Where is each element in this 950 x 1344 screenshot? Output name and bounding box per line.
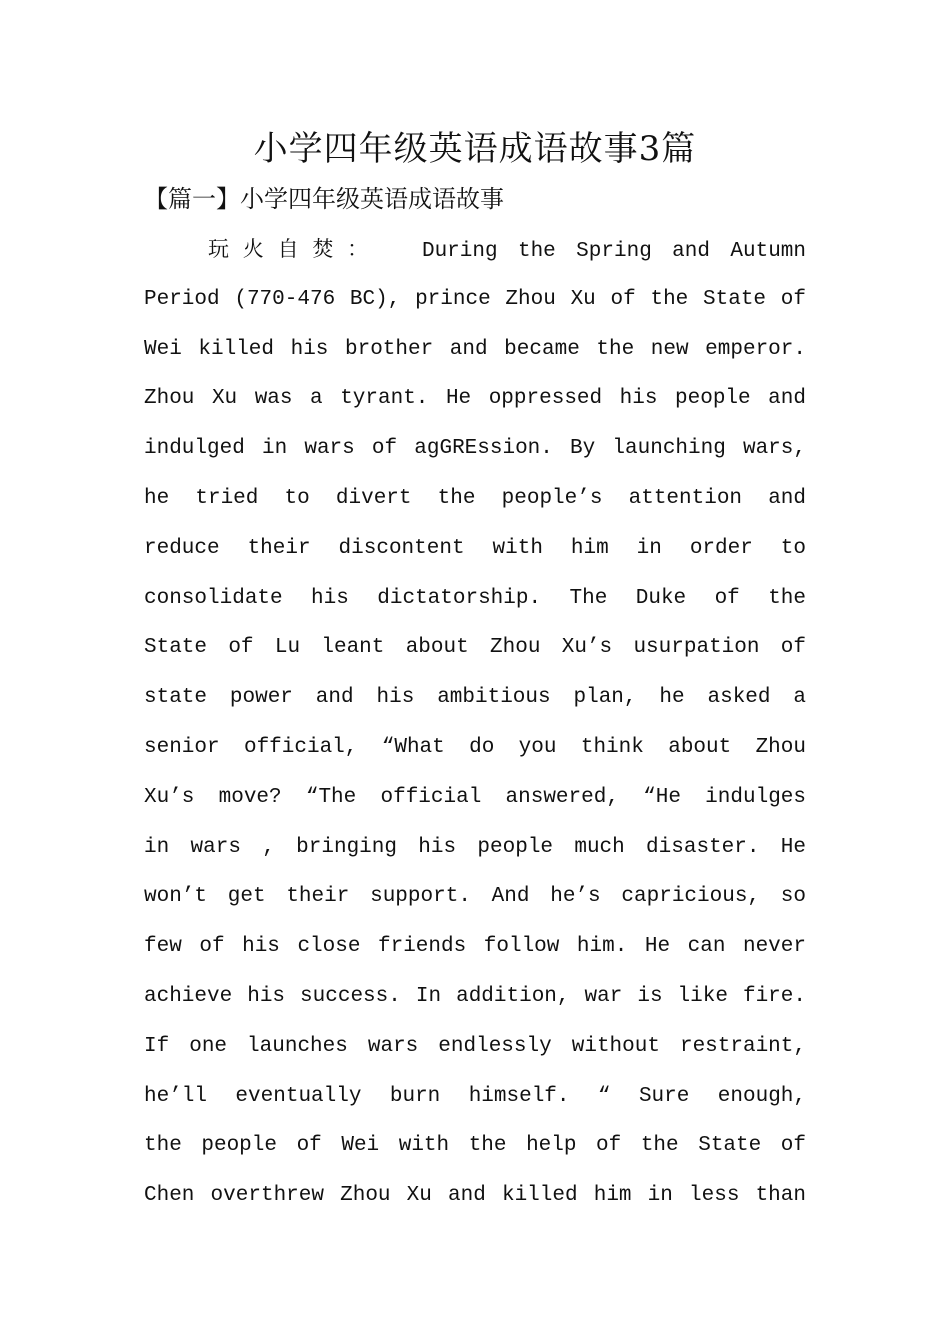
story-line: won’t get their support. And he’s capricious, so: [144, 885, 806, 909]
document-title: 小学四年级英语成语故事3篇: [253, 129, 697, 169]
story-line-1: [144, 225, 806, 275]
story-line: Chen overthrew Zhou Xu and killed him in less than: [144, 1184, 806, 1208]
section-heading: 【篇一】小学四年级英语成语故事: [144, 185, 504, 213]
story-line: Xu’s move? “The official answered, “He indulges: [144, 785, 806, 809]
story-line-text: During the Spring and Autumn: [421, 240, 806, 263]
story-line: indulged in wars of agGREssion. By launching wars,: [144, 437, 806, 461]
story-line: Period (770-476 BC), prince Zhou Xu of the State of: [144, 287, 806, 311]
story-line: the people of Wei with the help of the State of: [144, 1134, 806, 1158]
story-line: state power and his ambitious plan, he asked a: [144, 686, 806, 710]
story-line: consolidate his dictatorship. The Duke of the: [144, 586, 806, 610]
story-line: achieve his success. In addition, war is like fire.: [144, 984, 806, 1008]
story-line: he tried to divert the people’s attention and: [144, 486, 806, 510]
story-line: If one launches wars endlessly without restraint,: [144, 1034, 806, 1058]
story-line: senior official, “What do you think about Zhou: [144, 735, 806, 759]
story-line: Zhou Xu was a tyrant. He oppressed his people and: [144, 387, 806, 411]
idiom-label: 玩火自焚：: [208, 237, 382, 261]
story-line: in wars , bringing his people much disaster. He: [144, 835, 806, 859]
story-body: [144, 225, 806, 1221]
story-line: he’ll eventually burn himself. “ Sure enough,: [144, 1084, 806, 1108]
story-line: State of Lu leant about Zhou Xu’s usurpation of: [144, 636, 806, 660]
story-line: few of his close friends follow him. He can never: [144, 935, 806, 959]
story-line: reduce their discontent with him in order to: [144, 536, 806, 560]
story-line: Wei killed his brother and became the new emperor.: [144, 337, 806, 361]
